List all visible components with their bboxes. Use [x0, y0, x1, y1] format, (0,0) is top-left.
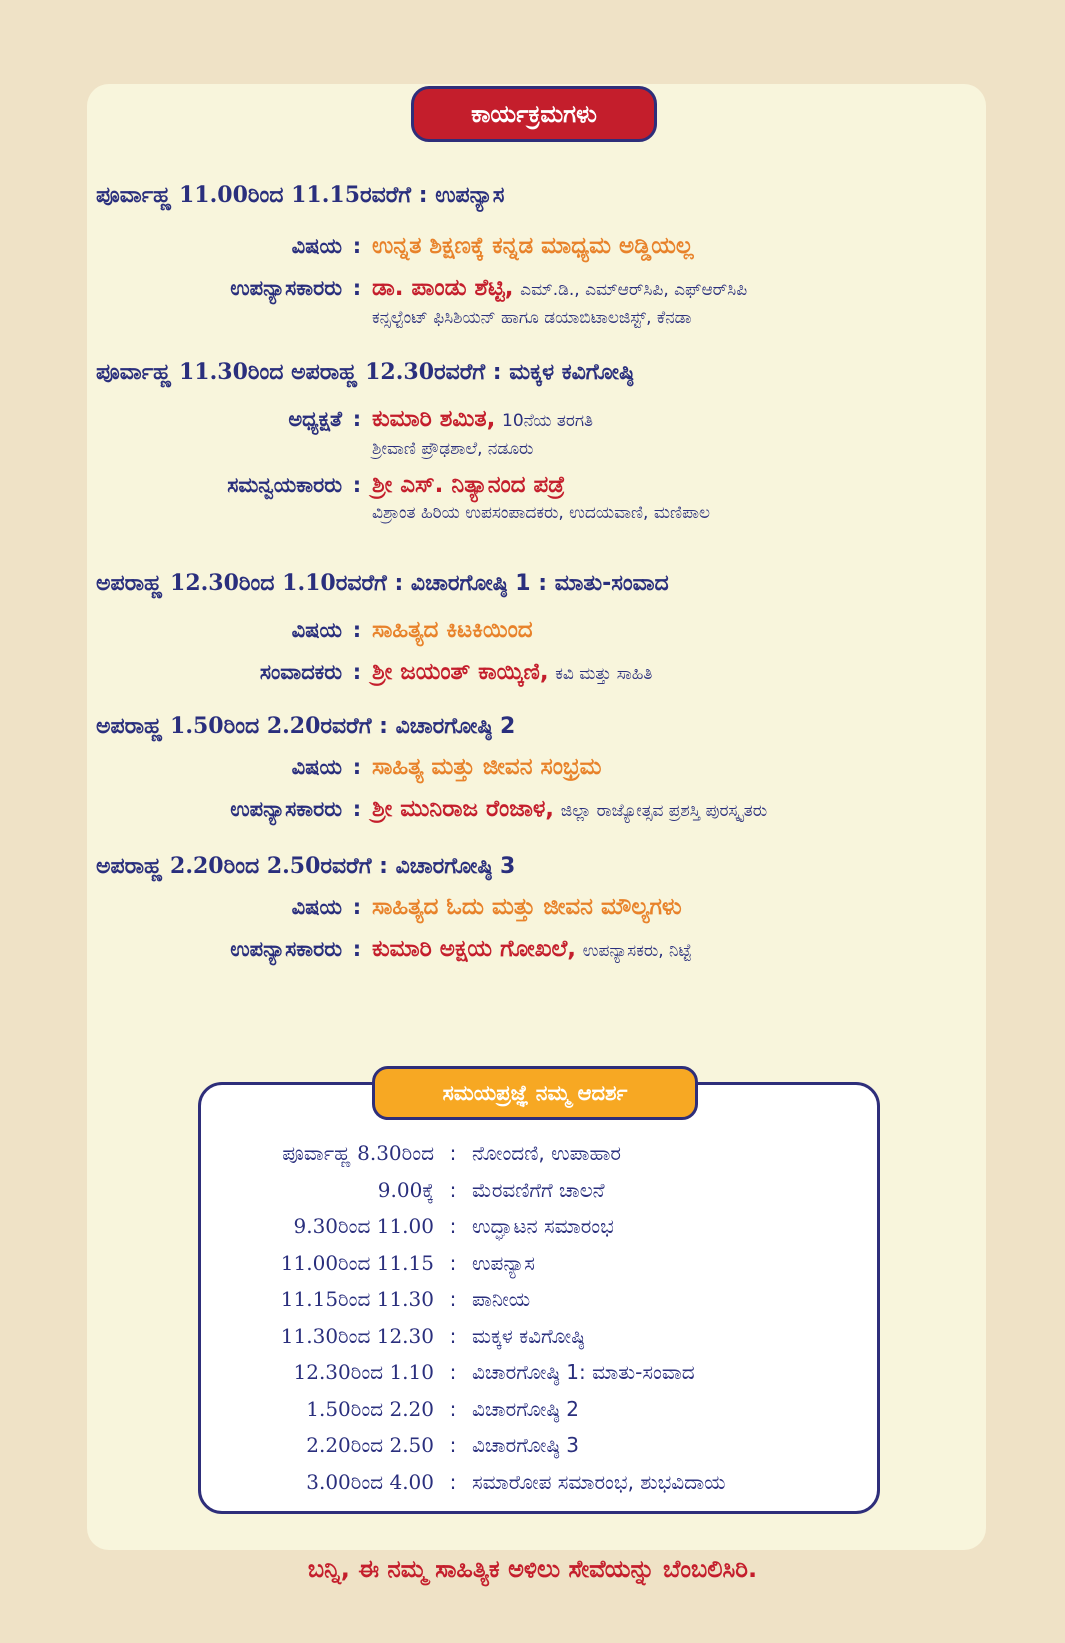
footer-message: ಬನ್ನಿ, ಈ ನಮ್ಮ ಸಾಹಿತ್ಯಿಕ ಅಳಿಲು ಸೇವೆಯನ್ನು ಬೆಂಬಲಿಸಿರಿ. — [307, 1555, 758, 1583]
row-label: ಅಧ್ಯಕ್ಷತೆ — [288, 407, 342, 431]
schedule-time: 9.30ರಿಂದ 11.00 — [293, 1214, 434, 1238]
row-label: ಸಂವಾದಕರು — [259, 660, 342, 684]
schedule-time: 1.50ರಿಂದ 2.20 — [306, 1396, 434, 1421]
schedule-time: 3.00ರಿಂದ 4.00 — [306, 1469, 434, 1494]
schedule-time: 2.20ರಿಂದ 2.50 — [306, 1433, 434, 1457]
schedule-activity: ಪಾನೀಯ — [472, 1287, 531, 1311]
schedule-row: 11.00ರಿಂದ 11.15 : ಉಪನ್ಯಾಸ — [198, 1245, 880, 1282]
speaker-row: ಉಪನ್ಯಾಸಕಾರರು : ಡಾ. ಪಾಂಡು ಶೆಟ್ಟಿ, ಎಮ್.ಡಿ., ಎಮ್ಆರ್‌ಸಿಪಿ, ಎಫ್ಆರ್‌ಸಿಪಿ — [96, 267, 1025, 311]
schedule-row: 11.30ರಿಂದ 12.30 : ಮಕ್ಕಳ ಕವಿಗೋಷ್ಠಿ — [198, 1318, 880, 1355]
schedule-activity: ಮೆರವಣಿಗೆಗೆ ಚಾಲನೆ — [472, 1177, 605, 1202]
coordinator-name: ಶ್ರೀ ಎಸ್. ನಿತ್ಯಾನಂದ ಪಡ್ರೆ — [372, 472, 565, 498]
session-time: ಪೂರ್ವಾಹ್ಣ 11.00ರಿಂದ 11.15ರವರೆಗೆ — [96, 182, 412, 208]
session-4 — [96, 706, 1025, 832]
row-label: ಸಮನ್ವಯಕಾರರು — [227, 473, 342, 497]
row-label: ಉಪನ್ಯಾಸಕಾರರು — [230, 276, 342, 300]
topic-text: ಸಾಹಿತ್ಯದ ಓದು ಮತ್ತು ಜೀವನ ಮೌಲ್ಯಗಳು — [372, 894, 682, 920]
schedule-activity: ಮಕ್ಕಳ ಕವಿಗೋಷ್ಠಿ — [472, 1323, 585, 1348]
session-header: ಪೂರ್ವಾಹ್ಣ 11.30ರಿಂದ ಅಪರಾಹ್ಣ 12.30ರವರೆಗೆ : ಮಕ್ಕಳ ಕವಿಗೋಷ್ಠಿ — [96, 359, 634, 385]
schedule-row: ಪೂರ್ವಾಹ್ಣ 8.30ರಿಂದ : ನೋಂದಣಿ, ಉಪಾಹಾರ — [198, 1135, 880, 1172]
row-label: ವಿಷಯ — [291, 755, 342, 779]
session-event: ವಿಚಾರಗೋಷ್ಠಿ 1 : ಮಾತು-ಸಂವಾದ — [410, 571, 669, 596]
session-3 — [96, 563, 1025, 695]
speaker-row: ಸಂವಾದಕರು : ಶ್ರೀ ಜಯಂತ್ ಕಾಯ್ಕಿಣಿ, ಕವಿ ಮತ್ತು ಸಾಹಿತಿ — [96, 651, 1025, 695]
schedule-time: 11.15ರಿಂದ 11.30 — [280, 1287, 434, 1311]
schedule-time: 11.00ರಿಂದ 11.15 — [280, 1250, 434, 1275]
schedule-time: 9.00ಕ್ಕೆ — [377, 1177, 434, 1202]
coordinator-sub: ವಿಶ್ರಾಂತ ಹಿರಿಯ ಉಪಸಂಪಾದಕರು, ಉದಯವಾಣಿ, ಮಣಿಪಾಲ — [372, 503, 710, 523]
schedule-time: 11.30ರಿಂದ 12.30 — [280, 1323, 434, 1348]
row-label: ವಿಷಯ — [291, 618, 342, 642]
speaker-name: ಕುಮಾರಿ ಅಕ್ಷಯ ಗೋಖಲೆ, — [372, 936, 577, 962]
row-label: ಉಪನ್ಯಾಸಕಾರರು — [230, 937, 342, 961]
topic-row: ವಿಷಯ : ಸಾಹಿತ್ಯದ ಓದು ಮತ್ತು ಜೀವನ ಮೌಲ್ಯಗಳು — [96, 886, 1025, 928]
chair-sub: ಶ್ರೀವಾಣಿ ಪ್ರೌಢಶಾಲೆ, ನಡೂರು — [372, 439, 534, 459]
session-time: ಅಪರಾಹ್ಣ 2.20ರಿಂದ 2.50ರವರೆಗೆ — [96, 853, 372, 879]
session-time: ಪೂರ್ವಾಹ್ಣ 11.30ರಿಂದ ಅಪರಾಹ್ಣ 12.30ರವರೆಗೆ — [96, 359, 486, 385]
speaker-desc: ಎಮ್.ಡಿ., ಎಮ್ಆರ್‌ಸಿಪಿ, ಎಫ್ಆರ್‌ಸಿಪಿ — [520, 280, 748, 300]
session-event: ಮಕ್ಕಳ ಕವಿಗೋಷ್ಠಿ — [509, 360, 634, 385]
session-time: ಅಪರಾಹ್ಣ 1.50ರಿಂದ 2.20ರವರೆಗೆ — [96, 713, 372, 739]
speaker-name: ಶ್ರೀ ಮುನಿರಾಜ ರೆಂಜಾಳ, — [372, 796, 555, 822]
session-header: ಅಪರಾಹ್ಣ 12.30ರಿಂದ 1.10ರವರೆಗೆ : ವಿಚಾರಗೋಷ್ಠಿ 1 : ಮಾತು-ಸಂವಾದ — [96, 570, 669, 596]
schedule-activity: ಉದ್ಘಾಟನ ಸಮಾರಂಭ — [472, 1214, 614, 1238]
session-header: ಅಪರಾಹ್ಣ 2.20ರಿಂದ 2.50ರವರೆಗೆ : ವಿಚಾರಗೋಷ್ಠಿ 3 — [96, 853, 516, 879]
schedule-title-badge: ಸಮಯಪ್ರಜ್ಞೆ ನಮ್ಮ ಆದರ್ಶ — [372, 1066, 698, 1120]
schedule-activity: ವಿಚಾರಗೋಷ್ಠಿ 2 — [472, 1396, 580, 1421]
schedule-activity: ನೋಂದಣಿ, ಉಪಾಹಾರ — [472, 1141, 621, 1165]
topic-text: ಸಾಹಿತ್ಯದ ಕಿಟಕಿಯಿಂದ — [372, 617, 533, 643]
topic-row: ವಿಷಯ : ಉನ್ನತ ಶಿಕ್ಷಣಕ್ಕೆ ಕನ್ನಡ ಮಾಧ್ಯಮ ಅಡ್ಡಿಯಲ್ಲ — [96, 225, 1025, 267]
schedule-row: 9.00ಕ್ಕೆ : ಮೆರವಣಿಗೆಗೆ ಚಾಲನೆ — [198, 1172, 880, 1209]
topic-row: ವಿಷಯ : ಸಾಹಿತ್ಯದ ಕಿಟಕಿಯಿಂದ — [96, 609, 1025, 651]
chair-name: ಕುಮಾರಿ ಶಮಿತ, — [372, 406, 496, 432]
schedule-activity: ವಿಚಾರಗೋಷ್ಠಿ 1: ಮಾತು-ಸಂವಾದ — [472, 1360, 695, 1384]
schedule-row: 2.20ರಿಂದ 2.50 : ವಿಚಾರಗೋಷ್ಠಿ 3 — [198, 1427, 880, 1464]
speaker-sub: ಕನ್ಸಲ್ಟೆಂಟ್ ಫಿಸಿಶಿಯನ್ ಹಾಗೂ ಡಯಾಬಿಟಾಲಜಿಸ್ಟ್, ಕೆನಡಾ — [372, 308, 692, 328]
session-1 — [96, 175, 1025, 333]
schedule-time: 12.30ರಿಂದ 1.10 — [293, 1360, 434, 1384]
session-2 — [96, 352, 1025, 528]
chair-row: ಅಧ್ಯಕ್ಷತೆ : ಕುಮಾರಿ ಶಮಿತ, 10ನೆಯ ತರಗತಿ — [96, 398, 1025, 442]
topic-text: ಉನ್ನತ ಶಿಕ್ಷಣಕ್ಕೆ ಕನ್ನಡ ಮಾಧ್ಯಮ ಅಡ್ಡಿಯಲ್ಲ — [372, 233, 694, 259]
programs-title-badge: ಕಾರ್ಯಕ್ರಮಗಳು — [411, 86, 657, 142]
row-label: ಉಪನ್ಯಾಸಕಾರರು — [230, 797, 342, 821]
schedule-row: 9.30ರಿಂದ 11.00 : ಉದ್ಘಾಟನ ಸಮಾರಂಭ — [198, 1208, 880, 1245]
speaker-desc: ಜಿಲ್ಲಾ ರಾಜ್ಯೋತ್ಸವ ಪ್ರಶಸ್ತಿ ಪುರಸ್ಕೃತರು — [560, 801, 768, 821]
schedule-row: 12.30ರಿಂದ 1.10 : ವಿಚಾರಗೋಷ್ಠಿ 1: ಮಾತು-ಸಂವಾದ — [198, 1354, 880, 1391]
speaker-desc: ಕವಿ ಮತ್ತು ಸಾಹಿತಿ — [555, 664, 653, 684]
topic-row: ವಿಷಯ : ಸಾಹಿತ್ಯ ಮತ್ತು ಜೀವನ ಸಂಭ್ರಮ — [96, 746, 1025, 788]
schedule-activity: ಸಮಾರೋಪ ಸಮಾರಂಭ, ಶುಭವಿದಾಯ — [472, 1469, 726, 1494]
speaker-name: ಶ್ರೀ ಜಯಂತ್ ಕಾಯ್ಕಿಣಿ, — [372, 659, 549, 685]
session-event: ಉಪನ್ಯಾಸ — [435, 183, 505, 208]
session-5 — [96, 846, 1025, 972]
schedule-row: 3.00ರಿಂದ 4.00 : ಸಮಾರೋಪ ಸಮಾರಂಭ, ಶುಭವಿದಾಯ — [198, 1464, 880, 1501]
speaker-row: ಉಪನ್ಯಾಸಕಾರರು : ಶ್ರೀ ಮುನಿರಾಜ ರೆಂಜಾಳ, ಜಿಲ್ಲಾ ರಾಜ್ಯೋತ್ಸವ ಪ್ರಶಸ್ತಿ ಪುರಸ್ಕೃತರು — [96, 788, 1025, 832]
schedule-activity: ಉಪನ್ಯಾಸ — [472, 1250, 535, 1275]
session-header: ಅಪರಾಹ್ಣ 1.50ರಿಂದ 2.20ರವರೆಗೆ : ವಿಚಾರಗೋಷ್ಠಿ 2 — [96, 713, 516, 739]
session-header: ಪೂರ್ವಾಹ್ಣ 11.00ರಿಂದ 11.15ರವರೆಗೆ : ಉಪನ್ಯಾಸ — [96, 182, 505, 208]
coordinator-row: ಸಮನ್ವಯಕಾರರು : ಶ್ರೀ ಎಸ್. ನಿತ್ಯಾನಂದ ಪಡ್ರೆ — [96, 464, 1025, 506]
row-label: ವಿಷಯ — [291, 895, 342, 919]
speaker-row: ಉಪನ್ಯಾಸಕಾರರು : ಕುಮಾರಿ ಅಕ್ಷಯ ಗೋಖಲೆ, ಉಪನ್ಯಾಸಕರು, ನಿಟ್ಟೆ — [96, 928, 1025, 972]
schedule-time: ಪೂರ್ವಾಹ್ಣ 8.30ರಿಂದ — [282, 1141, 434, 1165]
session-event: ವಿಚಾರಗೋಷ್ಠಿ 2 — [395, 714, 516, 739]
speaker-name: ಡಾ. ಪಾಂಡು ಶೆಟ್ಟಿ, — [372, 275, 514, 301]
session-event: ವಿಚಾರಗೋಷ್ಠಿ 3 — [395, 854, 516, 879]
schedule-list — [198, 1135, 880, 1500]
chair-desc: 10ನೆಯ ತರಗತಿ — [502, 411, 594, 431]
topic-text: ಸಾಹಿತ್ಯ ಮತ್ತು ಜೀವನ ಸಂಭ್ರಮ — [372, 754, 602, 780]
session-time: ಅಪರಾಹ್ಣ 12.30ರಿಂದ 1.10ರವರೆಗೆ — [96, 570, 387, 596]
speaker-desc: ಉಪನ್ಯಾಸಕರು, ನಿಟ್ಟೆ — [582, 941, 692, 961]
row-label: ವಿಷಯ — [291, 234, 342, 258]
schedule-activity: ವಿಚಾರಗೋಷ್ಠಿ 3 — [472, 1433, 580, 1457]
schedule-row: 11.15ರಿಂದ 11.30 : ಪಾನೀಯ — [198, 1281, 880, 1318]
schedule-row: 1.50ರಿಂದ 2.20 : ವಿಚಾರಗೋಷ್ಠಿ 2 — [198, 1391, 880, 1428]
